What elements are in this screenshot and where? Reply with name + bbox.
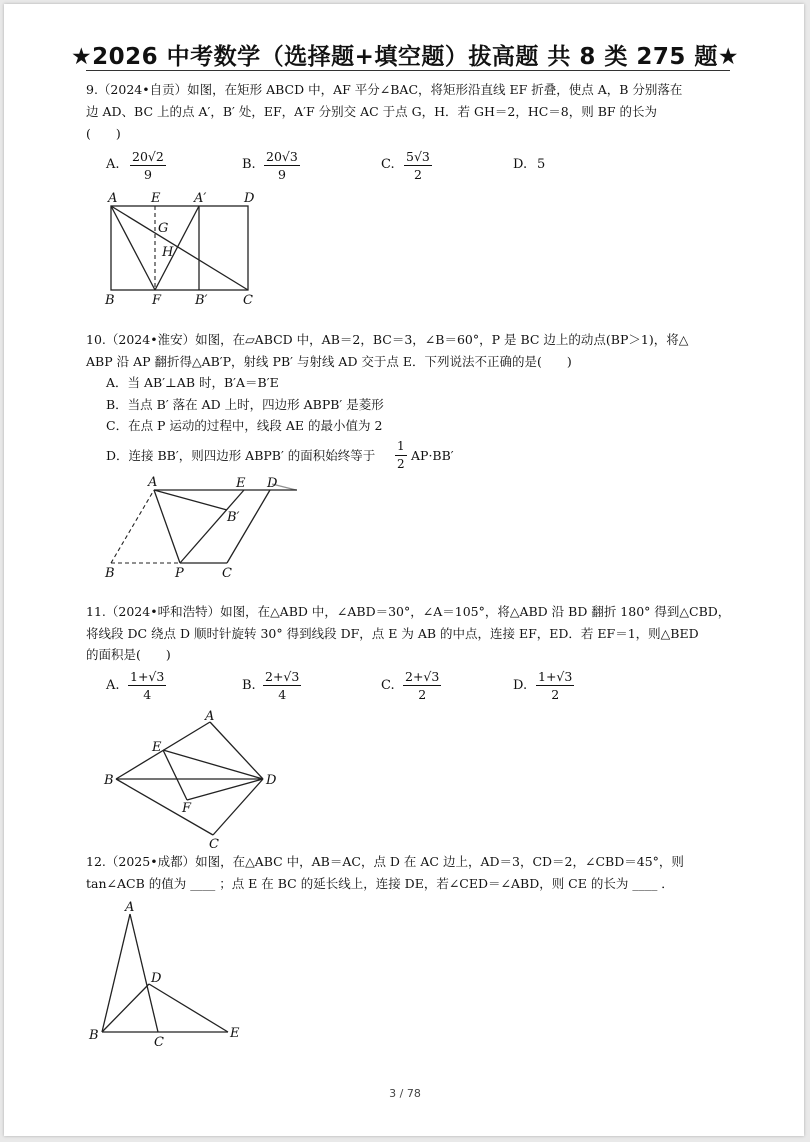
- q10-label-p: P: [175, 566, 184, 581]
- q10-option-d-pre: D．连接 BB′，则四边形 ABPB′ 的面积始终等于: [106, 448, 376, 463]
- q9-label-a: A: [108, 191, 118, 206]
- q11-label-a: A: [205, 709, 215, 724]
- q9-option-d-label: D.: [513, 157, 528, 172]
- q9-option-b-den: 9: [277, 167, 286, 182]
- q11-segment-cd: [213, 779, 263, 835]
- q11-option-b-den: 4: [278, 687, 287, 702]
- q11-segment-bc: [116, 779, 213, 835]
- q11-option-c-fraction: [403, 668, 441, 703]
- q11-option-c-num: 2+√3: [405, 669, 440, 684]
- q11-segment-ad: [210, 722, 263, 779]
- q11-option-a-fraction: [128, 668, 166, 703]
- q9-label-g: G: [158, 221, 169, 236]
- q10-text-line1: 10.（2024•淮安）如图，在▱ABCD 中，AB＝2，BC＝3，∠B＝60°，P 是 BC 边上的动点(BP＞1)，将△: [86, 332, 689, 347]
- q11-option-d-num: 1+√3: [538, 669, 573, 684]
- title-underline: [86, 70, 730, 71]
- q11-label-e: E: [152, 740, 162, 755]
- q11-label-c: C: [209, 837, 219, 852]
- q9-option-c-label: C.: [381, 157, 395, 172]
- q12-segment-de: [149, 984, 228, 1032]
- q11-option-a-den: 4: [143, 687, 152, 702]
- page-title: ★2026 中考数学（选择题+填空题）拔高题 共 8 类 275 题★: [70, 44, 740, 70]
- q10-option-c: C．在点 P 运动的过程中，线段 AE 的最小值为 2: [106, 418, 383, 433]
- q11-figure: [96, 706, 296, 852]
- q11-text-line1: 11.（2024•呼和浩特）如图，在△ABD 中，∠ABD＝30°，∠A＝105°，将△ABD 沿 BD 翻折 180° 得到△CBD，: [86, 604, 731, 619]
- q9-option-a-label: A.: [106, 157, 120, 172]
- q11-text-line2: 将线段 DC 绕点 D 顺时针旋转 30° 得到线段 DF，点 E 为 AB 的中点，连接 EF，ED．若 EF＝1，则△BED: [86, 626, 699, 641]
- q9-option-c-num: 5√3: [406, 149, 430, 164]
- q9-label-b: B: [105, 293, 115, 308]
- q10-figure: [96, 474, 306, 582]
- q11-option-b-fraction: [263, 668, 301, 703]
- q12-segment-bd: [102, 984, 149, 1032]
- q9-option-c-fraction: [404, 148, 432, 183]
- q9-label-e: E: [151, 191, 161, 206]
- q9-label-b-prime: B′: [195, 293, 208, 308]
- q9-text-line2: 边 AD、BC 上的点 A′，B′ 处，EF，A′F 分别交 AC 于点 G，H．若 GH＝2，HC＝8，则 BF 的长为: [86, 104, 658, 119]
- q12-label-a: A: [125, 900, 135, 915]
- q11-segment-ed: [163, 750, 263, 779]
- q10-ray-pb1e: [180, 490, 244, 563]
- q11-label-b: B: [104, 773, 114, 788]
- q9-option-d-value: 5: [537, 157, 546, 172]
- q11-option-c-label: C.: [381, 678, 395, 693]
- q11-option-d-label: D.: [513, 678, 528, 693]
- q9-label-a-prime: A′: [194, 191, 207, 206]
- q12-segment-ab: [102, 914, 130, 1032]
- q11-segment-fd: [187, 779, 263, 800]
- q9-option-c-den: 2: [413, 167, 422, 182]
- q10-option-b: B．当点 B′ 落在 AD 上时，四边形 ABPB′ 是菱形: [106, 397, 384, 412]
- q12-label-c: C: [154, 1035, 164, 1050]
- q10-option-d-post: AP·BB′: [411, 448, 454, 463]
- page-number: 3 / 78: [389, 1087, 421, 1100]
- q9-label-f: F: [152, 293, 162, 308]
- q9-option-a-num: 20√2: [132, 149, 164, 164]
- q10-segment-ab1: [154, 490, 227, 510]
- q12-label-b: B: [89, 1028, 99, 1043]
- q9-option-b-num: 20√3: [266, 149, 298, 164]
- q10-label-d: D: [267, 476, 278, 491]
- q11-option-a-label: A.: [106, 678, 120, 693]
- q11-option-d-fraction: [536, 668, 574, 703]
- q10-segment-ap: [154, 490, 180, 563]
- q11-label-f: F: [182, 801, 192, 816]
- q9-diagonal-ac: [111, 206, 248, 290]
- q11-label-d: D: [266, 773, 277, 788]
- q9-text-line3: ( ): [86, 126, 121, 141]
- q12-text-line2: tan∠ACB 的值为 ____ ；点 E 在 BC 的延长线上，连接 DE，若∠CED＝∠ABD，则 CE 的长为 ____ ．: [86, 876, 674, 891]
- q11-option-c-den: 2: [418, 687, 427, 702]
- q11-option-b-num: 2+√3: [265, 669, 300, 684]
- q9-text-line1: 9.（2024•自贡）如图，在矩形 ABCD 中，AF 平分∠BAC，将矩形沿直线 EF 折叠，使点 A，B 分别落在: [86, 82, 683, 97]
- q12-label-e: E: [230, 1026, 240, 1041]
- q11-option-a-num: 1+√3: [130, 669, 165, 684]
- q10-label-b: B: [105, 566, 115, 581]
- q11-segment-ef: [163, 750, 187, 800]
- q10-option-a: A．当 AB′⊥AB 时，B′A＝B′E: [106, 375, 279, 390]
- q10-option-d-num: 1: [395, 438, 407, 456]
- q11-text-line3: 的面积是( ): [86, 647, 171, 662]
- q12-text-line1: 12.（2025•成都）如图，在△ABC 中，AB＝AC，点 D 在 AC 边上，AD＝3，CD＝2，∠CBD＝45°，则: [86, 854, 684, 869]
- q9-figure: [96, 186, 266, 308]
- q9-option-a-den: 9: [143, 167, 152, 182]
- q9-option-b-fraction: [264, 148, 300, 183]
- q10-label-c: C: [222, 566, 232, 581]
- q10-text-line2: ABP 沿 AP 翻折得△AB′P，射线 PB′ 与射线 AD 交于点 E．下列说法不正确的是( ): [86, 354, 572, 369]
- q9-segment-af: [111, 206, 155, 290]
- q9-option-b-label: B.: [242, 157, 256, 172]
- q9-label-d: D: [244, 191, 255, 206]
- q11-option-d-den: 2: [551, 687, 560, 702]
- q10-option-d-den: 2: [397, 457, 405, 471]
- q10-segment-ab: [111, 490, 154, 563]
- q12-figure: [80, 898, 260, 1050]
- q10-label-a: A: [148, 475, 158, 490]
- q9-label-h: H: [162, 245, 174, 260]
- q9-option-a-fraction: [130, 148, 166, 183]
- q10-segment-cd: [227, 490, 270, 563]
- q10-option-d-fraction: [395, 438, 407, 473]
- q9-label-c: C: [243, 293, 253, 308]
- q12-label-d: D: [151, 971, 162, 986]
- q10-label-e: E: [236, 476, 246, 491]
- q11-option-b-label: B.: [242, 678, 256, 693]
- q10-label-b-prime: B′: [227, 510, 240, 525]
